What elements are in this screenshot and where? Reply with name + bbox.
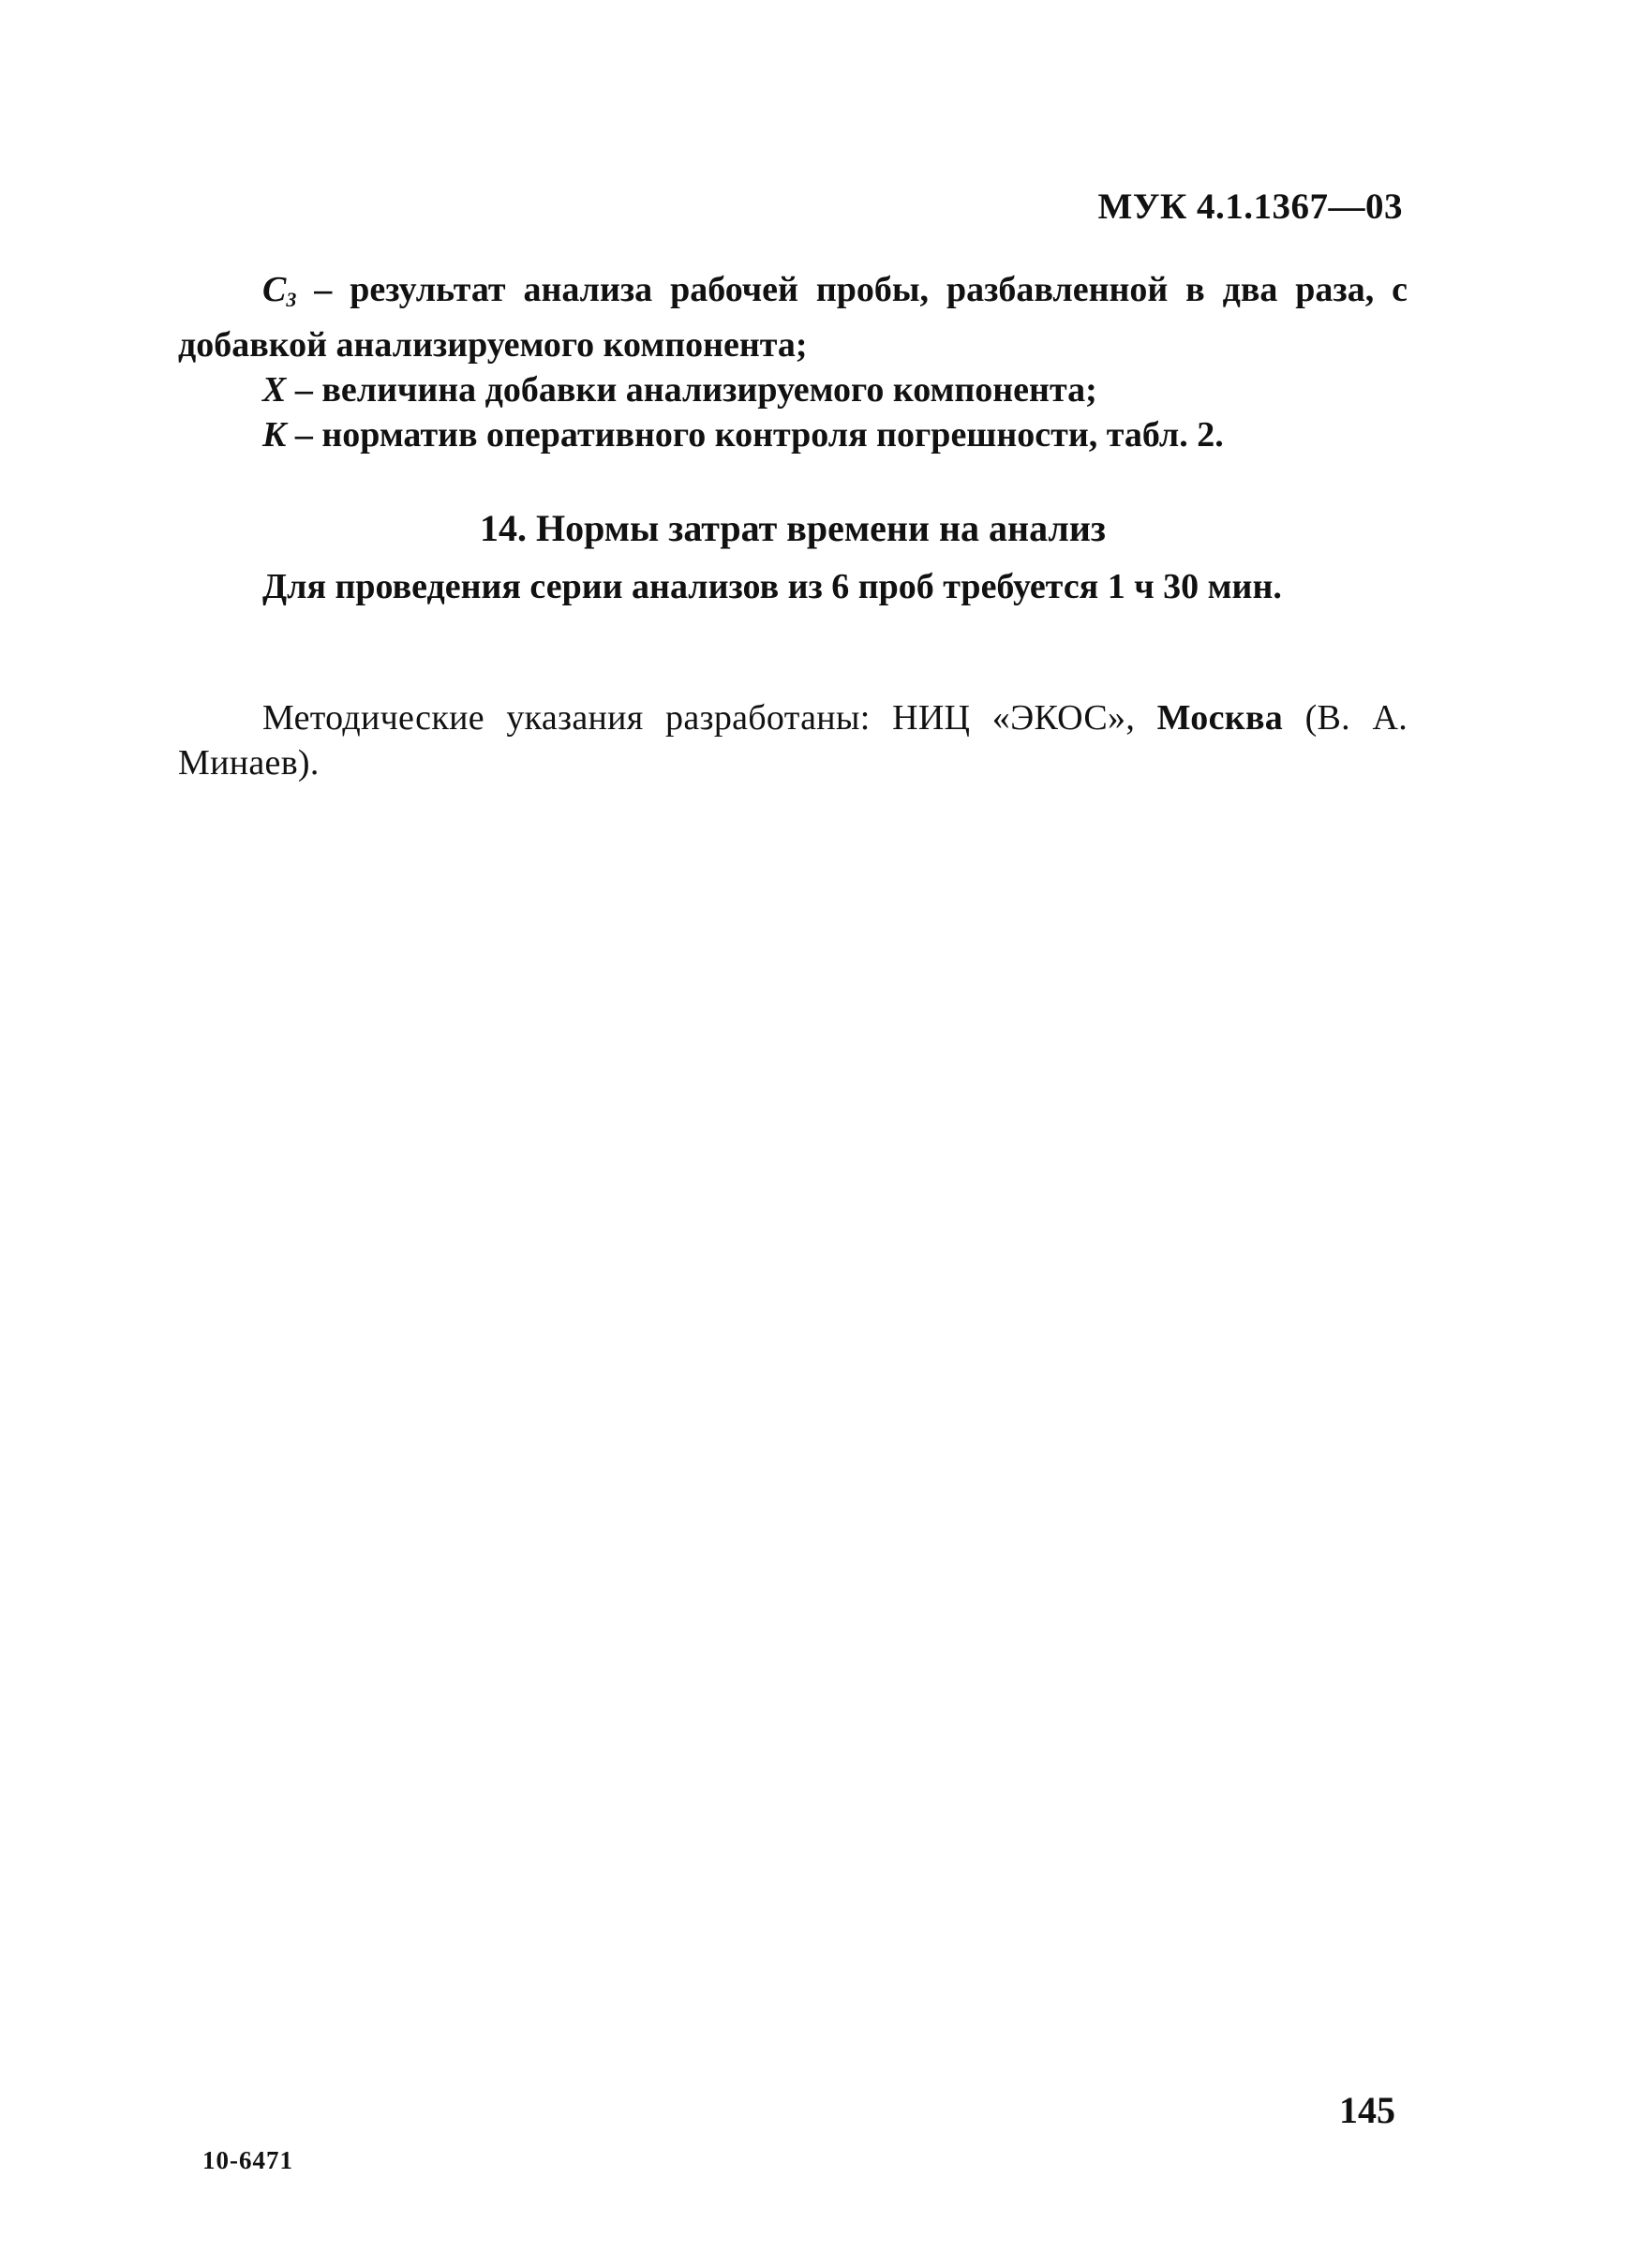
definition-c3	[178, 267, 1408, 367]
page-number: 145	[1339, 2089, 1395, 2131]
credits	[178, 695, 1408, 785]
variable-symbol: X	[262, 370, 287, 410]
time-requirement: Для проведения серии анализов из 6 проб требуется 1 ч 30 мин.	[262, 567, 1282, 606]
credits-city: Москва	[1156, 698, 1284, 738]
variable-symbol: C	[262, 270, 287, 309]
variable-symbol: K	[262, 415, 287, 455]
document-code: МУК 4.1.1367—03	[1097, 187, 1403, 227]
definition-text: – величина добавки анализируемого компонента;	[286, 370, 1097, 410]
definition-k	[178, 412, 1408, 457]
print-code: 10-6471	[202, 2146, 293, 2174]
definition-x	[178, 367, 1408, 412]
credits-suffix: (В. А. Минаев).	[178, 698, 1408, 783]
variable-subscript: 3	[286, 288, 297, 311]
section-title: 14. Нормы затрат времени на анализ	[480, 507, 1106, 549]
document-body	[178, 267, 1408, 785]
credits-prefix: Методические указания разработаны: НИЦ «ЭКОС»,	[262, 698, 1157, 738]
definition-text: – результат анализа рабочей пробы, разбавленной в два раза, с добавкой анализируемого компонента;	[178, 270, 1408, 365]
definition-text: – норматив оперативного контроля погрешности, табл. 2.	[286, 415, 1224, 455]
